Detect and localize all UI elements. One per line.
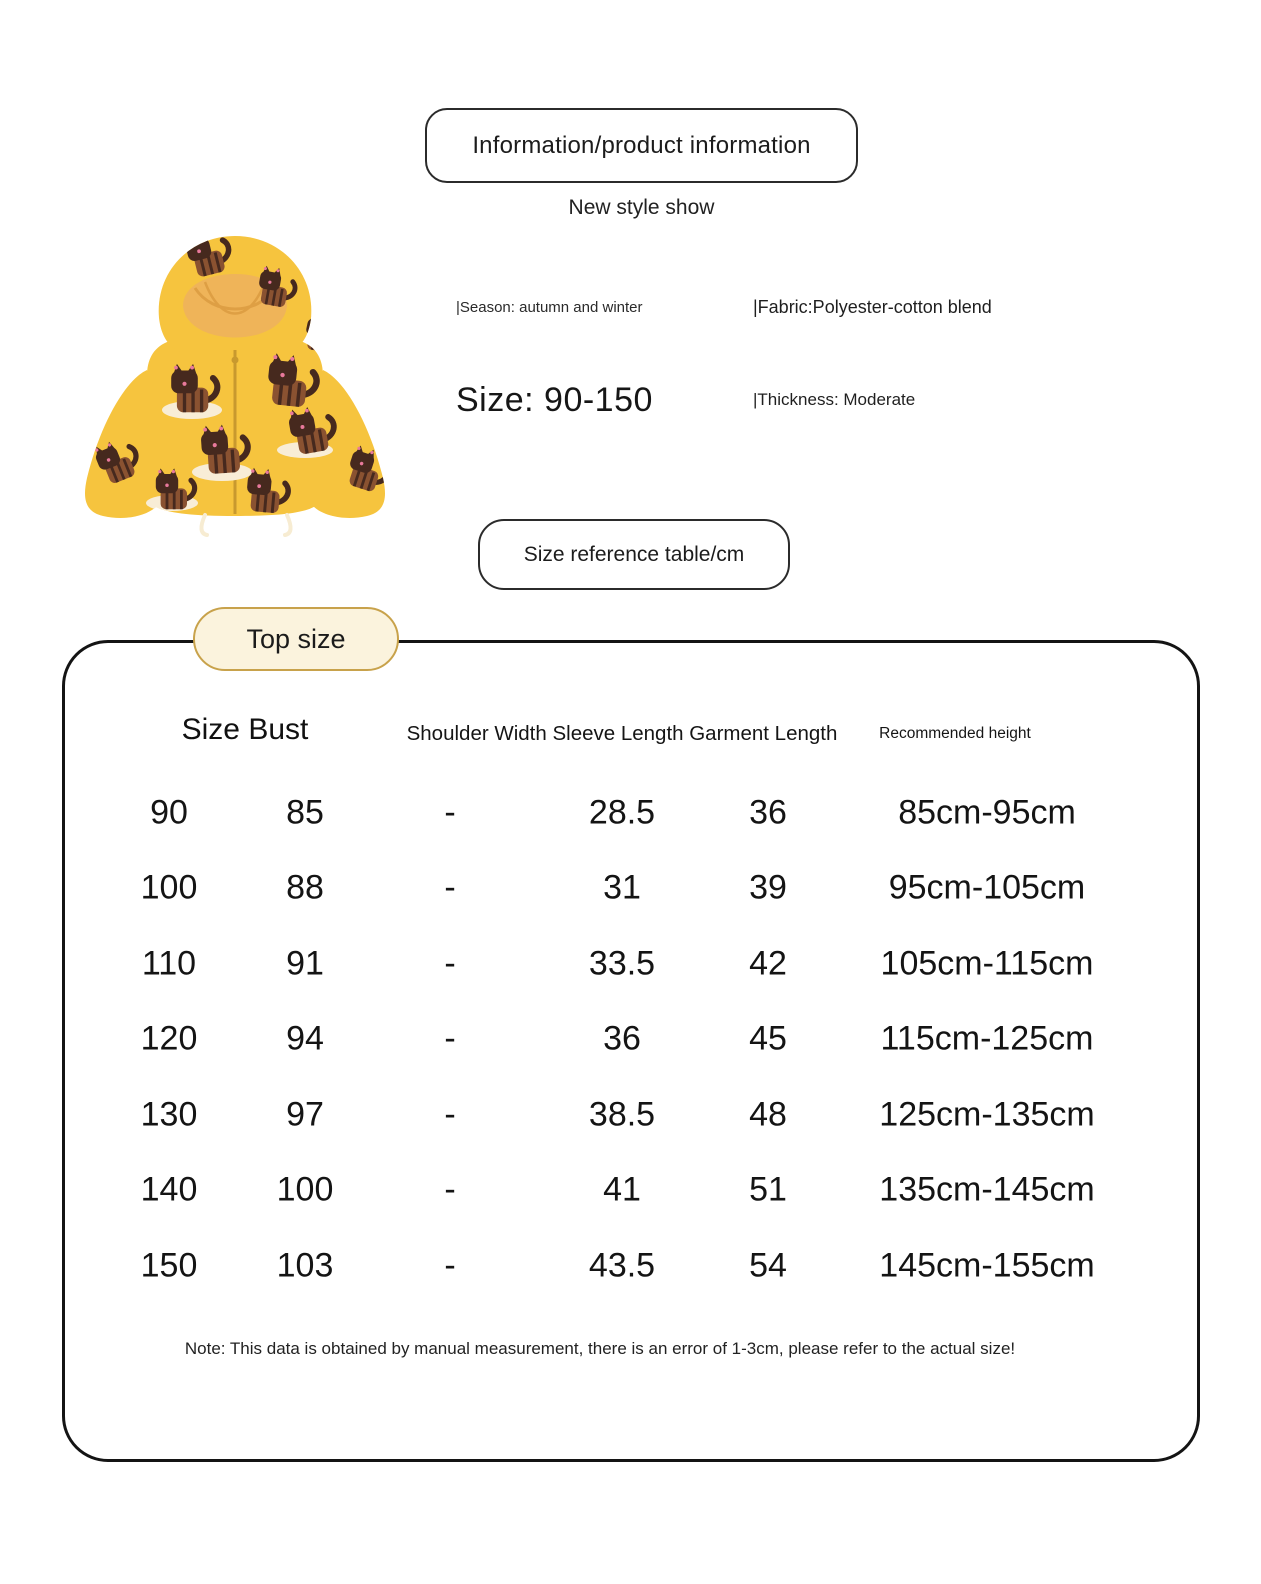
table-cell: 97 [286, 1095, 324, 1134]
fabric-label: |Fabric:Polyester-cotton blend [753, 297, 992, 317]
size-range-label: Size: 90-150 [456, 381, 653, 419]
size-reference-badge [478, 519, 790, 590]
table-cell: 135cm-145cm [879, 1170, 1095, 1209]
table-cell: - [444, 944, 456, 983]
table-cell: 42 [749, 944, 787, 983]
table-cell: 54 [749, 1246, 787, 1285]
table-cell: 150 [140, 1246, 198, 1285]
table-cell: 103 [276, 1246, 334, 1285]
table-cell: 85 [286, 793, 324, 832]
table-cell: 145cm-155cm [879, 1246, 1095, 1285]
table-cell: 43.5 [588, 1246, 656, 1285]
top-size-tag [193, 607, 399, 671]
table-cell: 140 [140, 1170, 198, 1209]
table-cell: 88 [286, 868, 324, 907]
table-row [65, 1002, 1197, 1078]
table-cell: 91 [286, 944, 324, 983]
top-size-tag-label: Top size [246, 623, 346, 654]
table-cell: 48 [749, 1095, 787, 1134]
title-badge-label: Information/product information [472, 131, 811, 159]
table-cell: 110 [141, 944, 197, 983]
table-cell: - [444, 1095, 456, 1134]
table-cell: 38.5 [588, 1095, 656, 1134]
table-cell: 94 [286, 1019, 324, 1058]
table-cell: 95cm-105cm [888, 868, 1086, 907]
column-header-size-bust: Size Bust [181, 713, 309, 746]
table-cell: 115cm-125cm [880, 1019, 1094, 1058]
table-cell: 130 [140, 1095, 198, 1134]
column-header-recommended-height: Recommended height [879, 725, 1031, 742]
table-cell: - [444, 1246, 456, 1285]
table-cell: 33.5 [588, 944, 656, 983]
table-cell: - [444, 868, 456, 907]
size-table-box [62, 640, 1200, 1462]
subtitle: New style show [568, 196, 715, 219]
table-cell: 105cm-115cm [880, 944, 1094, 983]
table-cell: 36 [603, 1019, 641, 1058]
table-row [65, 1228, 1197, 1304]
thickness-label: |Thickness: Moderate [753, 390, 916, 409]
table-cell: 51 [749, 1170, 787, 1209]
size-table-header [65, 713, 1197, 763]
table-cell: - [444, 793, 456, 832]
table-cell: 90 [150, 793, 188, 832]
table-cell: 36 [749, 793, 787, 832]
table-cell: - [444, 1170, 456, 1209]
table-row [65, 1077, 1197, 1153]
table-cell: 31 [603, 868, 641, 907]
table-row [65, 851, 1197, 927]
title-badge [425, 108, 858, 183]
size-table-body [65, 775, 1197, 1304]
table-cell: 28.5 [588, 793, 656, 832]
table-cell: 41 [603, 1170, 641, 1209]
table-cell: 120 [140, 1019, 198, 1058]
season-label: |Season: autumn and winter [456, 299, 643, 316]
table-row [65, 926, 1197, 1002]
table-cell: - [444, 1019, 456, 1058]
jacket-illustration [55, 220, 423, 554]
table-cell: 125cm-135cm [879, 1095, 1095, 1134]
size-reference-label: Size reference table/cm [523, 542, 745, 566]
column-header-measurements: Shoulder Width Sleeve Length Garment Length [406, 722, 838, 745]
table-cell: 100 [276, 1170, 334, 1209]
table-cell: 100 [140, 868, 198, 907]
table-cell: 45 [749, 1019, 787, 1058]
table-row [65, 1153, 1197, 1229]
measurement-note: Note: This data is obtained by manual measurement, there is an error of 1-3cm, please refer to the actual size! [184, 1339, 1016, 1358]
table-cell: 39 [749, 868, 787, 907]
table-row [65, 775, 1197, 851]
table-cell: 85cm-95cm [898, 793, 1076, 832]
product-image-jacket [55, 220, 423, 554]
